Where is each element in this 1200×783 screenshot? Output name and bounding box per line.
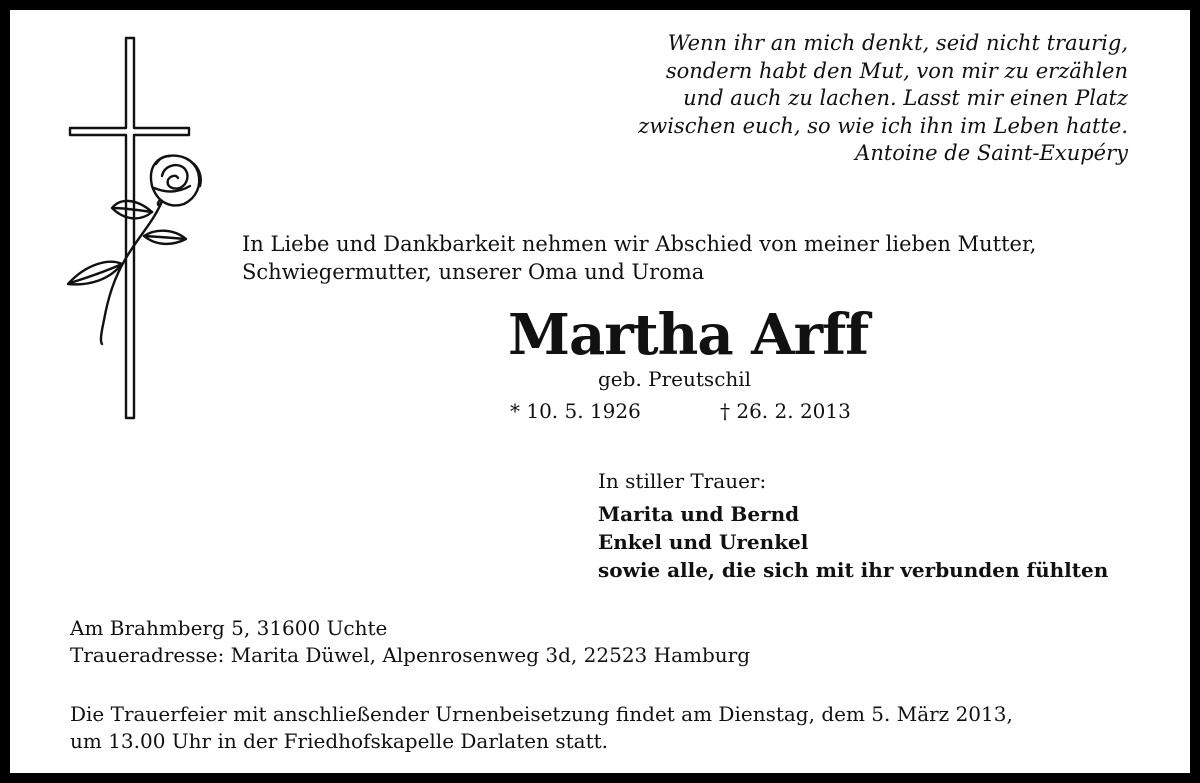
- quote-line: zwischen euch, so wie ich ihn im Leben hatte.: [638, 113, 1128, 138]
- quote-line: sondern habt den Mut, von mir zu erzählen: [665, 58, 1128, 83]
- mourner-name: Enkel und Urenkel: [598, 530, 809, 554]
- birth-date: * 10. 5. 1926: [510, 399, 641, 423]
- mourners-section: [598, 468, 1158, 584]
- memorial-quote: [560, 30, 1128, 168]
- birth-name: geb. Preutschil: [598, 367, 752, 391]
- mourner-name: Marita und Bernd: [598, 502, 800, 526]
- address-line: Traueradresse: Marita Düwel, Alpenrosenweg 3d, 22523 Hamburg: [70, 643, 750, 667]
- quote-author: Antoine de Saint-Exupéry: [855, 141, 1128, 165]
- intro-line: Schwiegermutter, unserer Oma und Uroma: [242, 260, 705, 284]
- address-line: Am Brahmberg 5, 31600 Uchte: [70, 616, 388, 640]
- quote-line: Wenn ihr an mich denkt, seid nicht traurig,: [667, 31, 1128, 55]
- address-block: [70, 615, 750, 669]
- mourners-label: In stiller Trauer:: [598, 469, 767, 493]
- mourner-name: sowie alle, die sich mit ihr verbunden fühlten: [598, 558, 1109, 582]
- ceremony-line: Die Trauerfeier mit anschließender Urnenbeisetzung findet am Dienstag, dem 5. März 2013,: [70, 702, 1013, 726]
- ceremony-line: um 13.00 Uhr in der Friedhofskapelle Darlaten statt.: [70, 729, 608, 753]
- ceremony-notice: [70, 701, 1013, 755]
- death-date: † 26. 2. 2013: [720, 399, 851, 423]
- cross-with-rose-icon: [64, 36, 204, 421]
- quote-line: und auch zu lachen. Lasst mir einen Platz: [683, 86, 1128, 110]
- deceased-name: Martha Arff: [508, 302, 869, 368]
- intro-line: In Liebe und Dankbarkeit nehmen wir Abschied von meiner lieben Mutter,: [242, 232, 1037, 256]
- intro-text: [242, 230, 1142, 286]
